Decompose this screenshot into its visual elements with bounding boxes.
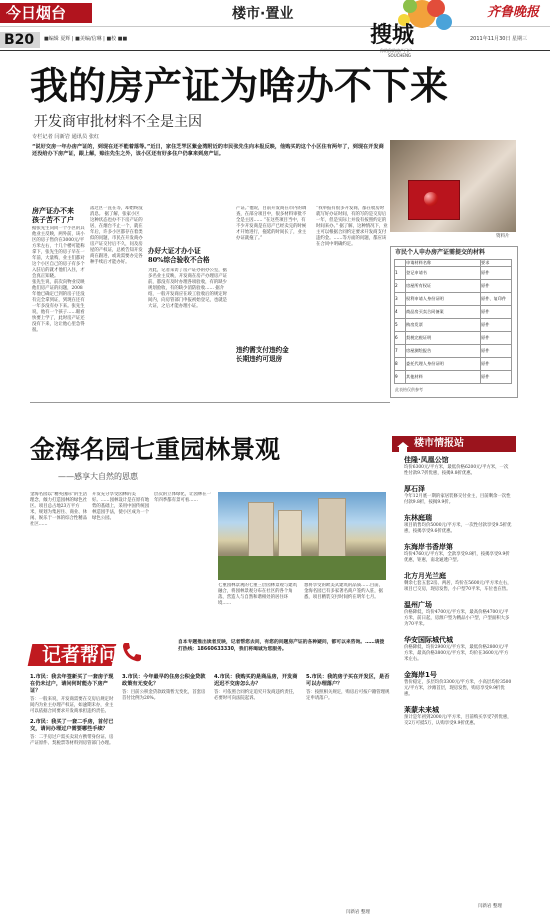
qa-column [30,674,116,747]
lead-intro: “说好交房一年办房产证的，到现在还不能着落等。”近日，家住芝罘区紫金湾附近的市民张先生向本报反映，他购买的这个小区住有两年了，到现在开发商还没给办下房产证，跟上解，赊注先生之外，该小区还有好多住户仍拿来到房产证。 [32,144,384,158]
section-left-label: 今日烟台 [6,4,67,22]
table-cell: 7 [395,345,406,358]
qa-question: 2.市民：我买了一套二手房，首付已交，请问办理过户需要哪些手续？ [30,719,114,732]
table-cell: 商品房买卖合同备案 [406,306,481,319]
table-row [395,371,512,384]
section-center-label: 楼市·置业 [232,6,294,22]
table-cell: 4 [395,306,406,319]
table-cell: 原件 [481,319,512,332]
infobox-title: 楼市情报站 [414,438,464,449]
table-cell: 1 [395,267,406,280]
infobox-item-body: 项目销售均价5000元/平方米，一次性付款享受9.5折优惠，按揭享受9.6折优惠。 [404,523,512,534]
table-cell: 3 [395,293,406,306]
lead-col2-heading: 办好大证才办小证 80%综合验收不合格 [148,247,210,264]
table-cell: 原件、复印件 [481,293,512,306]
lead-col2-text: 落过区一直在等，却始终没消息。 据了解，张家小区这种状态也办不下房产证的居，在烟台不止一个，就在年后，许多小区都存在着类似的问题，市民在开发商办房产证交付后不久，问及房屋的产权证，总被告知开发商在跟进，或说需要办完各种手续后才能办好。 [90,206,143,265]
lead-subtitle: 开发商审批材料不全是主因 [34,114,202,130]
table-cell: 房屋测绘报告 [406,345,481,358]
requirements-table-title: 市民个人申办房产证需提交的材料 [395,249,486,256]
qa-answer: 答：一般来说，开发商需要在交房后规定时间内为业主办理产权证，如逾期未办，业主可以依据合同要求开发商承担违约责任。 [30,697,114,714]
table-cell: 契税完税证明 [406,332,481,345]
table-cell: 5 [395,319,406,332]
infobox-item-title: 东林庭瑞 [404,514,432,522]
feature-bottom-text2: 想将享受的欧美式建筑的品质……目前，金海名园已有多家著名商户签约入驻，据悉，项目精装交付时间约在明年七月。 [304,583,384,600]
feature-bottom-text: 七重园林景观的七重三层园林景观与建筑融合，将园林景观分布在社区的各个角落，营造人与自然和谐相处的居住环境…… [218,583,298,606]
requirements-table-box [390,246,518,398]
infobox-item [404,543,512,564]
qa-answer: 答：按照相关规定，购房后可按户籍管理规定申请落户。 [306,690,390,701]
lead-byline: 专栏记者 闫新岩 通讯员 张红 [32,134,100,140]
infobox-item-body: 预计是年初到2000元/平方米，目前购买享受7折优惠，交2万可抵5万，认购享受9.9折优惠。 [404,715,512,726]
lead-col1-heading: 房产证办不来 孩子苦不了户 [32,206,74,224]
table-cell: 其他材料 [406,371,481,384]
building-image [248,502,274,564]
table-cell: 原件 [481,280,512,293]
feature-photo [218,492,386,580]
table-header-cell: 申请材料名称 [406,260,481,267]
infobox-item-body: 今年12月底一期的家居装修交付业主，目前剩余一次性付款9.8折，按揭9.9折。 [404,494,511,505]
qa-credit: 闫新岩 整理 [346,910,370,915]
lead-col3-heading: 违约需支付违约金 长期违约可退房 [236,346,289,363]
infobox-item-title: 金海岸1号 [404,671,437,679]
table-cell: 8 [395,358,406,371]
table-row [395,345,512,358]
lead-col2-text2: 为此，记者采访了房产证办的办公室，据多名业主反映，开发商在房产办理房产证前，都没有及时办理各项验收，有的缺少规划验收，有的缺少消防验收…… 据介绍，一般开发商应在竣工验收后的规定时间内，向房管部门申报初始登记，也就是大证，之后才能办理小证。 [148,268,228,309]
table-cell: 原件 [481,358,512,371]
qa-question: 5.市民：我的房子买在开发区，是否可以办理落户？ [306,674,390,687]
qa-column [122,674,208,702]
infobox-item-title: 东海岸书香岸第 [404,543,453,551]
table-cell: 原件 [481,345,512,358]
table-cell: 权利申请人身份证明 [406,293,481,306]
table-cell: 购房发票 [406,319,481,332]
infobox-item-body: 价格降低，均价4700元/平方米，最高价格4700元/平方米，前日起，房源户型为精品小户型，户型面积大多为70平米。 [404,610,510,627]
masthead-divider [0,50,550,51]
table-header-cell: 要求 [481,260,512,267]
qa-column [214,674,300,702]
table-cell: 原件 [481,306,512,319]
infobox-item-body: 售价稳定，多层均价3300元/平方米，小高层均价3500元/平方米，沙滩首层，现房发售，购房享受9.9折优惠。 [404,680,512,697]
reporter-intro: 自本专题推出读者反映，记者帮您去问，有您的问题房产证的各种疑问，都可以来咨询。……请拨打热线：18660633330，我们将竭诚为您服务。 [178,640,385,652]
lead-col4-text: “我举报有很多开发商，都在收房时就写好办证时间，有的写的是交房后一年，但是实际上并没有按照约定的时间来办。” 据了解，这种情况下，业主可以根据合同约定要求开发商支付违约金。……等方面的问题，都应该在合同中明确约定。 [316,206,388,247]
reporter-qa-grid [30,674,390,918]
infobox-item [404,636,512,663]
feature-subtitle: ——感享大自然的恩惠 [58,472,138,481]
date-line: 2011年11月30日 星期三 [470,36,528,42]
section-divider [30,402,390,403]
infobox-item-title: 华安国际城代城 [404,636,453,644]
table-row [395,358,512,371]
infobox-item-body: 剩余七套五套2房、两居，均价在5600元/平方米左右，项目已交房，现房发售，小户型70平米，车位也在售。 [404,581,512,592]
qa-answer: 答：二手房过户需买卖双方携带身份证、房产证原件、契税票等材料到房管部门办理。 [30,735,114,746]
infobox-item [404,572,512,593]
phone-icon [120,640,144,664]
infobox-item [404,671,512,698]
feature-col2-text: 开发充分享受园林的美好。……园林设计是在原有地势的基础上，采用中国传统园林造园手法，使小区成为一个绿色公园。 [92,492,150,521]
editor-line: ■编辑 夏辉 | ■美编/信琳 | ■校 ■■ [44,36,128,42]
infobox-item-body: 均价4760元/平方米，全款享受9.8折，按揭享受9.9折优惠，钜惠，南北通透户型。 [404,552,510,563]
table-cell: 原件 [481,332,512,345]
feature-col1-text: 金海名园以“精英国际”的生活理念，倾力打造园林的绿色社区。项目总占地23万平方米，规划为集居住、商业、休闲、娱乐于一体的综合性精品社区…… [30,492,88,527]
requirements-table-note: 此表格仅供参考 [395,387,423,392]
table-cell: 登记申请书 [406,267,481,280]
infobox-item-title: 佳隆·凤凰公馆 [404,456,449,464]
table-cell: 原件 [481,371,512,384]
qa-answer: 答：可依照合同约定追究开发商违约责任，必要时可向法院起诉。 [214,690,298,701]
infobox-item [404,485,512,506]
table-row [395,280,512,293]
building-image [318,498,346,564]
table-cell: 房屋所有权证 [406,280,481,293]
table-cell: 6 [395,332,406,345]
qa-column [306,674,392,702]
infobox-item-body: 均价6300元/平方米，最低价格6200元/平方米，一次性付款9.7折优惠，按揭9.8折优惠。 [404,465,509,476]
feature-col3-text: 层次的立体绿化，让园林在一年四季都有景可看…… [154,492,212,503]
table-cell: 原件 [481,267,512,280]
qa-question: 1.市民：我去年签新买了一套房子现在仍未过户，请问何时能办下房产证？ [30,674,114,694]
infobox-list [404,456,512,733]
lead-col3-text: 产证。”他说，目前开发商在市内的调查，在部分项目中，很多材料审批不全是主因…… “在这些项目当中，有不少开发商是在房产已经卖完的时候才开始进行，拖延的时间长了，业主办证就拖了。” [236,206,307,241]
qa-question: 3.市民：今年最早的住房公积金贷款政策有无变化？ [122,674,206,687]
table-cell: 9 [395,371,406,384]
infobox-item-title: 厚石泽 [404,485,425,493]
lead-photo-caption: 资料片 [496,234,510,239]
infobox [392,436,516,916]
qa-question: 4.市民：我购买的是商品房，开发商迟迟不交房怎么办？ [214,674,298,687]
infobox-item [404,514,512,535]
table-row [395,293,512,306]
feature-title: 金海名园七重园林景观 [30,435,281,464]
infobox-item [404,706,512,727]
infobox-credit: 闫新岩 整理 [478,904,502,909]
lead-title: 我的房产证为啥办不下来 [30,63,449,108]
table-row [395,332,512,345]
table-cell: 委托代理人身份证明 [406,358,481,371]
garden-image [218,556,386,580]
soucheng-sub: SOUCHENG [388,53,412,58]
lead-photo [390,140,516,232]
infobox-item-title: 温州广场 [404,601,432,609]
infobox-item [404,601,512,628]
infobox-item-title: 莱蒙未来城 [404,706,439,714]
lead-col1-text: 据张先生向同一个小区的其他业主反映，两外前，该小区的房子售价在3000元/平方米左右，十几个楼可能称拿下，张先生的房子早在一年前，大量购，业主们都对这个小区自己的房子有多个入驻后的就才他们入住，才会真正知晓。 张先生说，前次向物业反映他们房产证的问题，2008年他已确定已到的房子还没有完全拿到证，到现在还有一年多没有办下来。张先生说，他有一个孩子……眼看快要上学了，此时房产证还没有下来，这让他心里急得很。 [32,226,85,333]
table-cell: 2 [395,280,406,293]
newspaper-logo: 齐鲁晚报 [487,5,540,20]
infobox-item-title: 北方月光兰庭 [404,572,446,580]
table-row [395,267,512,280]
table-header-row [395,260,512,267]
red-stamp-icon [424,192,438,206]
table-row [395,306,512,319]
infobox-item-body: 价格降低，均价2900元/平方米，最低价格2800元/平方米，最高价格3800元/平方米，均价在3600元/平方米左右。 [404,645,509,662]
qa-answer: 答：目前公积金贷款政策暂无变化，首套房首付比例为20%。 [122,690,206,701]
house-icon [396,438,410,450]
soucheng-title: 搜城 [370,23,415,48]
reporter-banner-title: 记者帮问 [42,644,119,666]
page-code: B20 [4,32,35,48]
table-header-cell [395,260,406,267]
infobox-item [404,456,512,477]
requirements-table [394,259,512,384]
table-row [395,319,512,332]
